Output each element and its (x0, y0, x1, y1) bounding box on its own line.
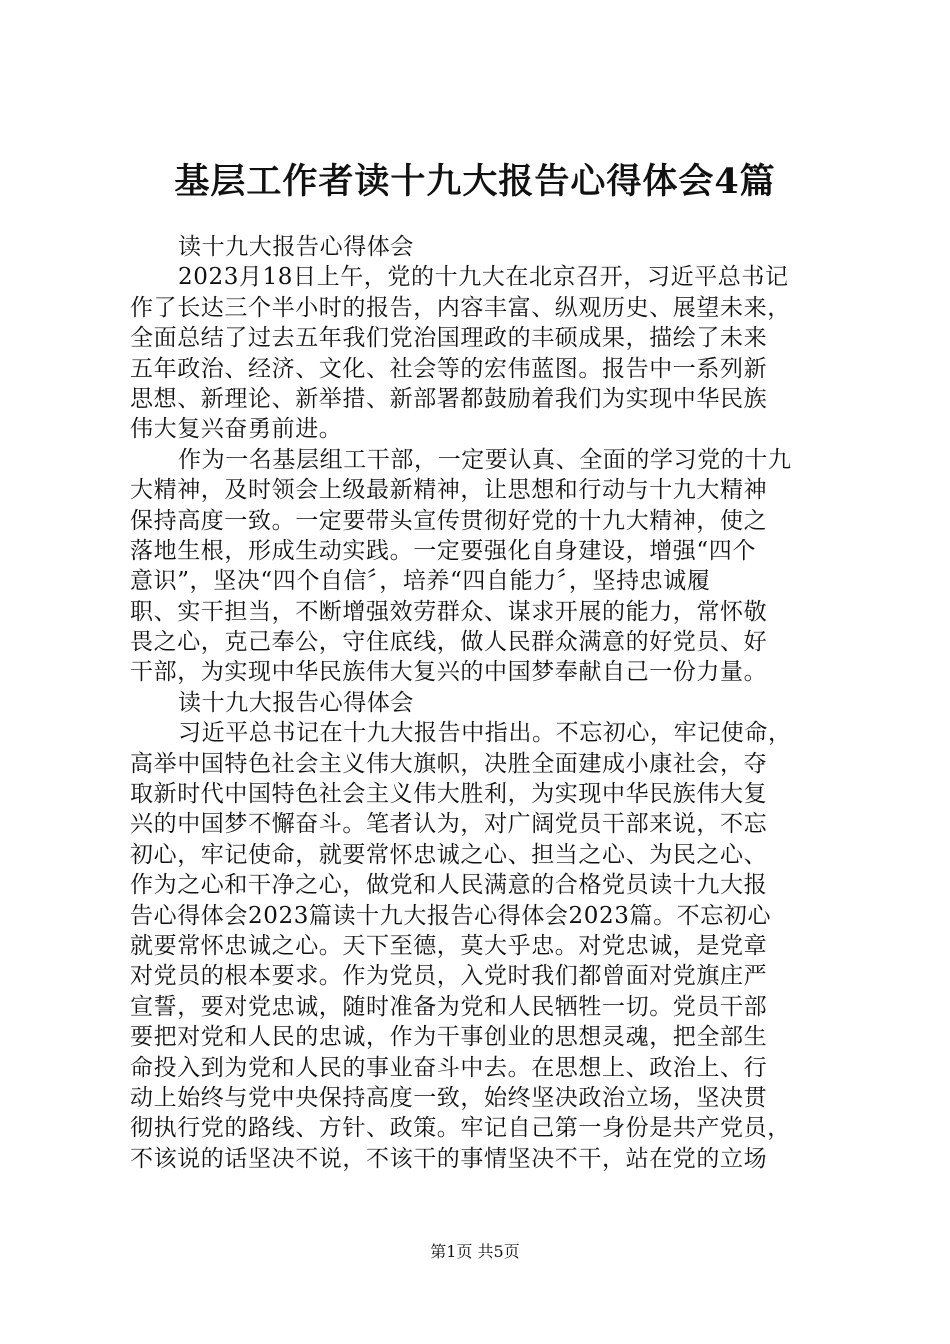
text-line: 彻执行党的路线、方针、政策。牢记自己第一身份是共产党员， (130, 1115, 791, 1142)
text-line: 初心，牢记使命，就要常怀忠诚之心、担当之心、为民之心、 (130, 841, 768, 868)
text-line: 畏之心，克己奉公，守住底线，做人民群众满意的好党员、好 (130, 629, 768, 656)
text-line: 就要常怀忠诚之心。天下至德，莫大乎忠。对党忠诚，是党章 (130, 932, 768, 959)
text-line: 命投入到为党和人民的事业奋斗中去。在思想上、政治上、行 (130, 1054, 768, 1081)
text-line: 意识”，坚决“四个自信〞，培养“四自能力〞，坚持忠诚履 (130, 568, 711, 595)
text-line: 读十九大报告心得体会 (178, 689, 414, 716)
text-line: 保持高度一致。一定要带头宣传贯彻好党的十九大精神，使之 (130, 507, 768, 534)
text-line: 全面总结了过去五年我们党治国理政的丰硕成果，描绘了未来 (130, 325, 768, 352)
text-line: 宣誓，要对党忠诚，随时准备为党和人民牺牲一切。党员干部 (130, 993, 768, 1020)
text-line: 动上始终与党中央保持高度一致，始终坚决政治立场，坚决贯 (130, 1084, 768, 1111)
text-line: 读十九大报告心得体会 (178, 234, 414, 260)
text-line: 作为之心和干净之心，做党和人民满意的合格党员读十九大报 (130, 872, 768, 899)
text-line: 不该说的话坚决不说，不该干的事情坚决不干，站在党的立场 (130, 1145, 768, 1172)
text-line: 取新时代中国特色社会主义伟大胜利，为实现中华民族伟大复 (130, 781, 768, 808)
text-line: 大精神，及时领会上级最新精神，让思想和行动与十九大精神 (130, 477, 768, 504)
text-line: 告心得体会2023篇读十九大报告心得体会2023篇。不忘初心 (130, 902, 772, 929)
text-line: 2023月18日上午，党的十九大在北京召开，习近平总书记 (178, 264, 789, 291)
text-line: 作了长达三个半小时的报告，内容丰富、纵观历史、展望未来， (130, 294, 791, 321)
text-line: 五年政治、经济、文化、社会等的宏伟蓝图。报告中一系列新 (130, 355, 768, 382)
text-line: 干部，为实现中华民族伟大复兴的中国梦奉献自己一份力量。 (130, 659, 768, 686)
text-line: 高举中国特色社会主义伟大旗帜，决胜全面建成小康社会，夺 (130, 750, 768, 777)
text-line: 落地生根，形成生动实践。一定要强化自身建设，增强“四个 (130, 537, 756, 564)
text-line: 要把对党和人民的忠诚，作为干事创业的思想灵魂，把全部生 (130, 1024, 768, 1051)
text-line: 作为一名基层组工干部，一定要认真、全面的学习党的十九 (178, 446, 792, 473)
text-line: 对党员的根本要求。作为党员，入党时我们都曾面对党旗庄严 (130, 963, 768, 990)
document-title: 基层工作者读十九大报告心得体会4篇 (174, 161, 776, 202)
document-body (130, 232, 830, 1174)
text-line: 兴的中国梦不懈奋斗。笔者认为，对广阔党员干部来说，不忘 (130, 811, 768, 838)
text-line: 职、实干担当，不断增强效劳群众、谋求开展的能力，常怀敬 (130, 598, 768, 625)
page-footer: 第1页 共5页 (430, 1242, 520, 1261)
text-line: 习近平总书记在十九大报告中指出。不忘初心，牢记使命， (178, 720, 792, 747)
text-line: 伟大复兴奋勇前进。 (130, 416, 343, 443)
text-line: 思想、新理论、新举措、新部署都鼓励着我们为实现中华民族 (130, 385, 768, 412)
